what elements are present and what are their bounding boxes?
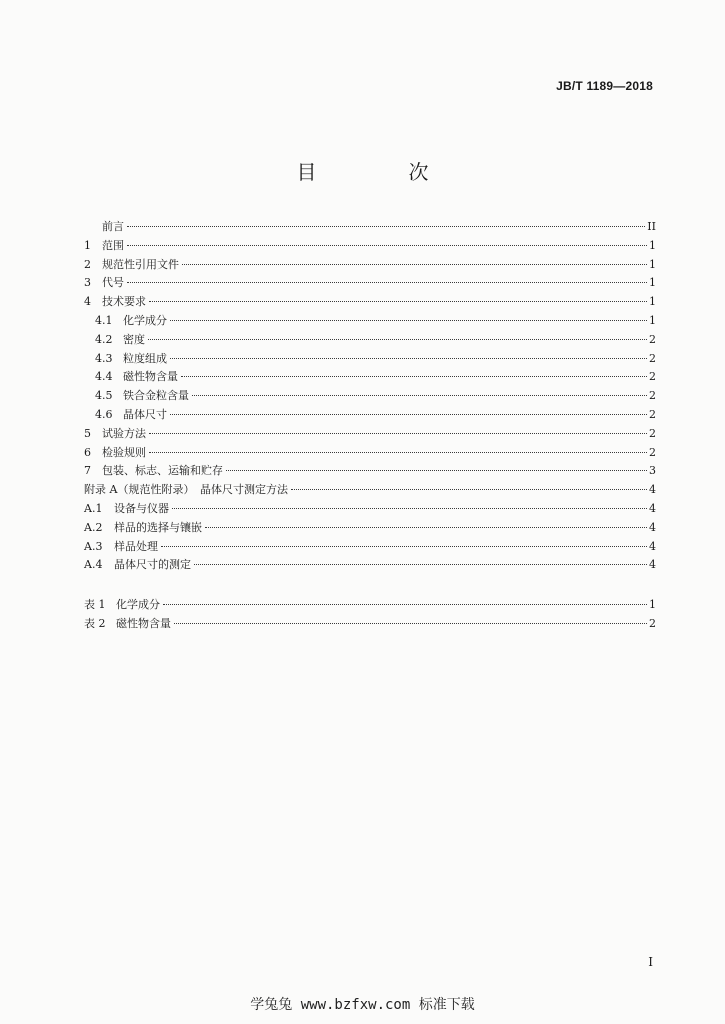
list-of-tables (84, 596, 656, 634)
toc-entry-page: 4 (649, 483, 656, 497)
toc-leader-dots (127, 282, 647, 283)
toc-leader-dots (181, 376, 647, 377)
toc-entry-number: A.1 (84, 501, 103, 515)
toc-entry-number: 4.6 (95, 407, 113, 421)
page-number: I (648, 955, 653, 969)
toc-entry-label: 代号 (102, 276, 124, 290)
toc-entry-number: 4.3 (95, 351, 113, 365)
toc-leader-dots (149, 301, 647, 302)
table-entry-number: 表 2 (84, 616, 106, 630)
toc-subentry[interactable] (84, 312, 656, 331)
toc-entry-label: 前言 (102, 220, 124, 233)
toc-entry-label: 晶体尺寸 (123, 407, 167, 421)
toc-appendix-entry[interactable] (84, 538, 656, 557)
toc-entry-page: 1 (649, 295, 656, 309)
toc-entry-label: 磁性物含量 (123, 370, 178, 384)
toc-entry[interactable] (84, 444, 656, 463)
toc-entry-page: 1 (649, 238, 656, 252)
toc-entry-page: 4 (649, 501, 656, 515)
toc-entry-label: 包装、标志、运输和贮存 (102, 464, 223, 478)
toc-subentry[interactable] (84, 331, 656, 350)
table-list-entry[interactable] (84, 615, 656, 634)
toc-entry-page: 2 (649, 389, 656, 403)
toc-entry-page: 2 (649, 445, 656, 459)
toc-entry-number: 5 (84, 426, 91, 440)
table-entry-label: 磁性物含量 (116, 616, 171, 630)
toc-entry-number: 4.1 (95, 313, 113, 327)
toc-leader-dots (161, 546, 647, 547)
toc-subentry[interactable] (84, 387, 656, 406)
toc-leader-dots (192, 395, 647, 396)
toc-leader-dots (148, 339, 647, 340)
toc-entry-page: 2 (649, 332, 656, 346)
toc-leader-dots (170, 358, 647, 359)
toc-appendix-entry[interactable] (84, 556, 656, 575)
toc-leader-dots (172, 508, 647, 509)
toc-entry-label: 样品的选择与镶嵌 (114, 520, 202, 534)
toc-entry-page: 1 (649, 276, 656, 290)
toc-entry-label: 样品处理 (114, 539, 158, 553)
toc-entry[interactable] (84, 237, 656, 256)
toc-appendix-entry[interactable] (84, 500, 656, 519)
toc-leader-dots (170, 320, 647, 321)
toc-entry-label: 密度 (123, 332, 145, 346)
toc-leader-dots (182, 264, 647, 265)
toc-appendix-entry[interactable] (84, 519, 656, 538)
toc-appendix-entry[interactable] (84, 481, 656, 500)
toc-entry-label: （规范性附录） 晶体尺寸测定方法 (117, 483, 288, 497)
toc-leader-dots (163, 604, 647, 605)
watermark-footer: 学兔兔 www.bzfxw.com 标准下载 (250, 997, 475, 1013)
table-list-entry[interactable] (84, 596, 656, 615)
table-entry-number: 表 1 (84, 598, 106, 611)
toc-entry-number: 4.5 (95, 389, 113, 403)
toc-leader-dots (127, 226, 645, 227)
toc-leader-dots (205, 527, 647, 528)
toc-entry[interactable] (84, 218, 656, 237)
toc-entry-page: 2 (649, 370, 656, 384)
toc-entry[interactable] (84, 425, 656, 444)
toc-entry-number: 3 (84, 276, 91, 290)
toc-leader-dots (194, 564, 647, 565)
toc-entry-page: II (647, 220, 656, 233)
toc-entry-number: A.3 (84, 539, 103, 553)
toc-subentry[interactable] (84, 368, 656, 387)
toc-entry-label: 技术要求 (102, 295, 146, 309)
toc-entry-number: 4.2 (95, 332, 113, 346)
toc-entry-number: 附录 A (84, 483, 118, 497)
toc-entry[interactable] (84, 274, 656, 293)
toc-leader-dots (291, 489, 647, 490)
toc-entry[interactable] (84, 293, 656, 312)
toc-entry-page: 2 (649, 426, 656, 440)
toc-entry-label: 检验规则 (102, 445, 146, 459)
toc-entry-number: 2 (84, 257, 91, 271)
toc-leader-dots (226, 470, 647, 471)
toc-entry-label: 设备与仪器 (114, 501, 169, 515)
toc-entry-number: 1 (84, 238, 91, 252)
toc-entry-label: 试验方法 (102, 426, 146, 440)
toc-entry-page: 4 (649, 558, 656, 572)
toc-entry[interactable] (84, 256, 656, 275)
toc-entry-page: 3 (649, 464, 656, 478)
toc-entry-number: 4 (84, 295, 91, 309)
toc-entry-page: 2 (649, 351, 656, 365)
toc-entry-page: 4 (649, 520, 656, 534)
toc-leader-dots (149, 452, 647, 453)
toc-entry-number: A.4 (84, 558, 103, 572)
standard-code: JB/T 1189—2018 (556, 79, 653, 93)
toc-entry[interactable] (84, 462, 656, 481)
toc-entry-page: 1 (649, 313, 656, 327)
toc-entry-label: 粒度组成 (123, 351, 167, 365)
toc-subentry[interactable] (84, 350, 656, 369)
toc-entry-number: 7 (84, 464, 91, 478)
toc-entry-page: 2 (649, 407, 656, 421)
table-entry-label: 化学成分 (116, 598, 160, 611)
toc-entry-label: 铁合金粒含量 (123, 389, 189, 403)
toc-entry-page: 1 (649, 257, 656, 271)
toc-subentry[interactable] (84, 406, 656, 425)
page-title: 目 次 (296, 160, 465, 184)
toc-entry-label: 化学成分 (123, 313, 167, 327)
toc-entry-label: 晶体尺寸的测定 (114, 558, 191, 572)
toc-entry-number: A.2 (84, 520, 103, 534)
toc-entry-label: 范围 (102, 238, 124, 252)
toc-entry-number: 4.4 (95, 370, 113, 384)
toc-leader-dots (149, 433, 647, 434)
toc-leader-dots (174, 623, 647, 624)
toc-entry-number: 6 (84, 445, 91, 459)
toc-leader-dots (127, 245, 647, 246)
table-entry-page: 2 (649, 616, 656, 630)
table-of-contents (84, 218, 656, 575)
toc-entry-label: 规范性引用文件 (102, 257, 179, 271)
toc-entry-page: 4 (649, 539, 656, 553)
table-entry-page: 1 (649, 598, 656, 611)
toc-leader-dots (170, 414, 647, 415)
